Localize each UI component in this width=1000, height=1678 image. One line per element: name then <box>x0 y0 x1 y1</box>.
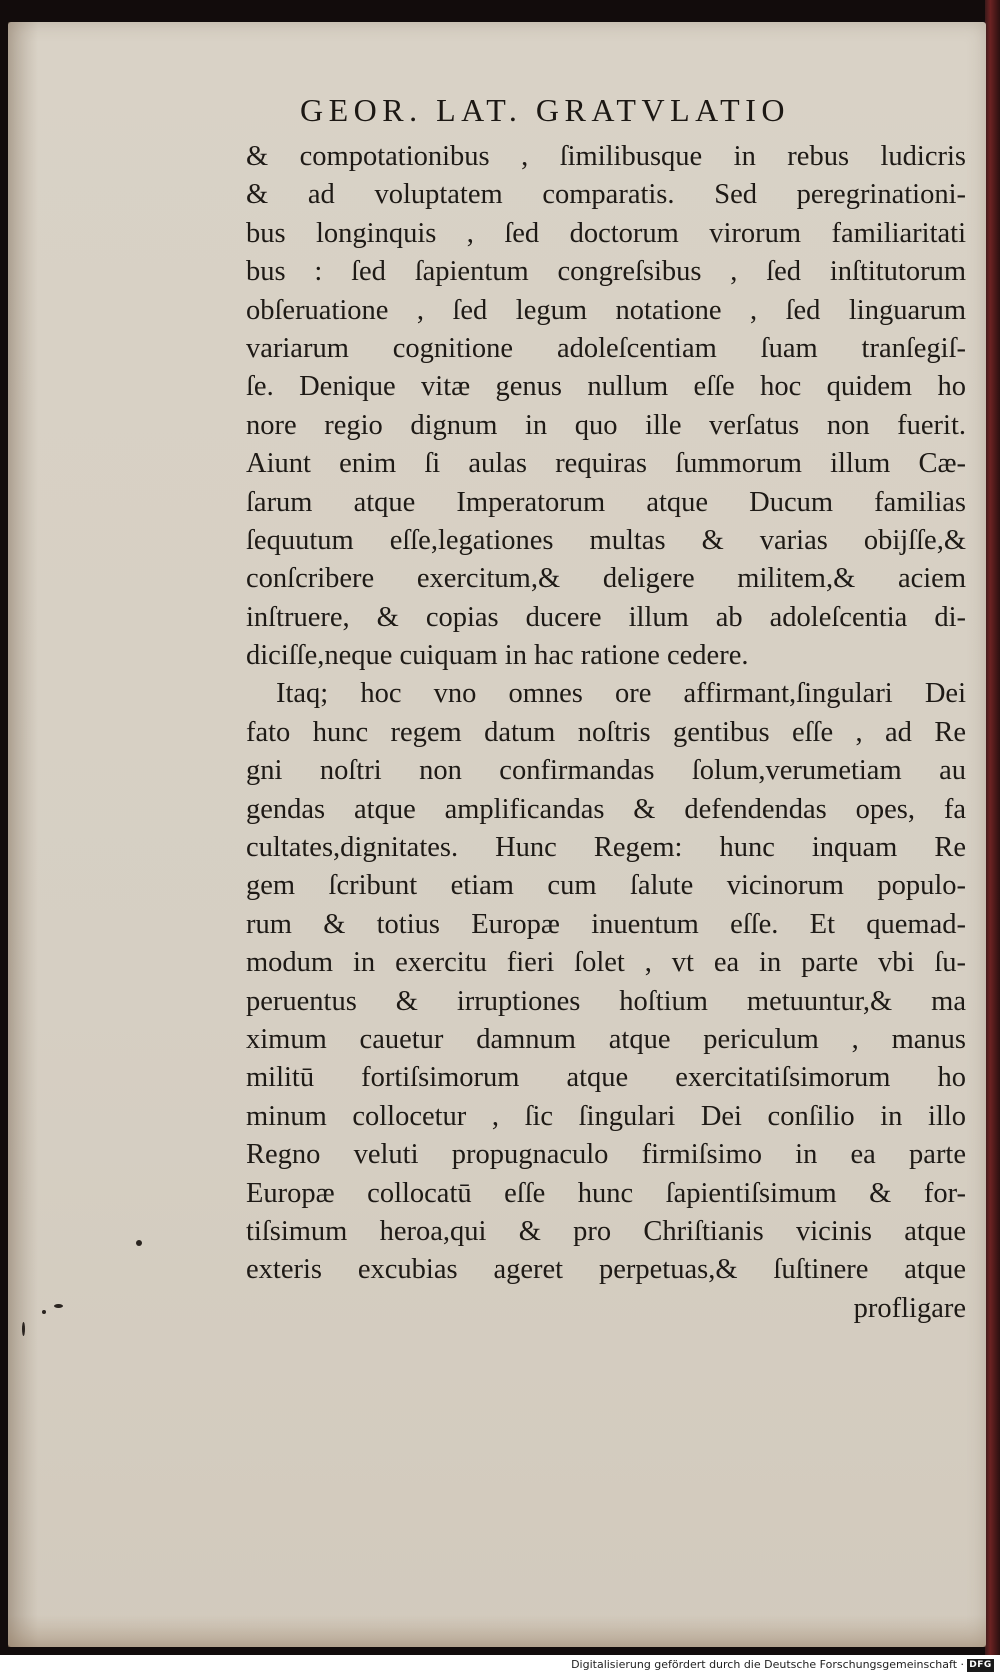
text-line: inſtruere, & copias ducere illum ab adoleſcentia di- <box>246 601 966 633</box>
text-line: militū fortiſsimorum atque exercitatiſsimorum ho <box>246 1062 966 1094</box>
text-line: variarum cognitione adoleſcentiam ſuam tranſegiſ- <box>246 332 966 364</box>
text-block <box>246 138 966 1328</box>
text-line: Itaq; hoc vno omnes ore affirmant,ſingulari Dei <box>276 678 966 710</box>
text-line: cultates,dignitates. Hunc Regem: hunc inquam Re <box>246 832 966 864</box>
text-line: & compotationibus , ſimilibusque in rebus ludicris <box>246 141 966 172</box>
text-line: bus : ſed ſapientum congreſsibus , ſed inſtitutorum <box>246 256 966 288</box>
text-line: gendas atque amplificandas & defendendas opes, fa <box>246 793 966 825</box>
text-line: peruentus & irruptiones hoſtium metuuntur,& ma <box>246 985 966 1017</box>
text-line: nore regio dignum in quo ille verſatus non fuerit. <box>246 409 966 441</box>
dfg-logo: DFG <box>967 1659 994 1672</box>
text-line: minum collocetur , ſic ſingulari Dei conſilio in illo <box>246 1100 966 1132</box>
text-line: conſcribere exercitum,& deligere militem,& aciem <box>246 563 966 595</box>
text-line: gem ſcribunt etiam cum ſalute vicinorum populo- <box>246 870 966 902</box>
text-line: Europæ collocatū eſſe hunc ſapientiſsimum & for- <box>246 1177 966 1209</box>
text-line: ſarum atque Imperatorum atque Ducum familias <box>246 486 966 518</box>
text-line: ximum cauetur damnum atque periculum , manus <box>246 1023 966 1055</box>
text-line: ſe. Denique vitæ genus nullum eſſe hoc quidem ho <box>246 371 966 403</box>
text-line: ſequutum eſſe,legationes multas & varias obijſſe,& <box>246 524 966 556</box>
text-line: fato hunc regem datum noſtris gentibus eſſe , ad Re <box>246 716 966 748</box>
text-line: modum in exercitu fieri ſolet , vt ea in parte vbi ſu- <box>246 947 966 979</box>
text-line: obſeruatione , ſed legum notatione , ſed linguarum <box>246 294 966 326</box>
text-line: exteris excubias ageret perpetuas,& ſuſtinere atque <box>246 1254 966 1286</box>
text-line: Aiunt enim ſi aulas requiras ſummorum illum Cæ- <box>246 448 966 480</box>
text-line: bus longinquis , ſed doctorum virorum familiaritati <box>246 217 966 249</box>
text-line: tiſsimum heroa,qui & pro Chriſtianis vicinis atque <box>246 1215 966 1247</box>
text-line: rum & totius Europæ inuentum eſſe. Et quemad- <box>246 908 966 940</box>
running-head: GEOR. LAT. GRATVLATIO <box>300 92 790 128</box>
page-wear <box>8 1615 986 1647</box>
catchword: profligare <box>853 1292 966 1324</box>
text-line: diciſſe,neque cuiquam in hac ratione cedere. <box>246 640 749 672</box>
book-edge <box>985 0 1000 1655</box>
text-line: & ad voluptatem comparatis. Sed peregrinationi- <box>246 179 966 211</box>
text-line: Regno veluti propugnaculo firmiſsimo in ea parte <box>246 1139 966 1171</box>
text-line: gni noſtri non confirmandas ſolum,verumetiam au <box>246 755 966 787</box>
digitization-credit: Digitalisierung gefördert durch die Deutsche Forschungsgemeinschaft · <box>571 1658 964 1671</box>
gutter-shadow <box>8 22 38 1647</box>
